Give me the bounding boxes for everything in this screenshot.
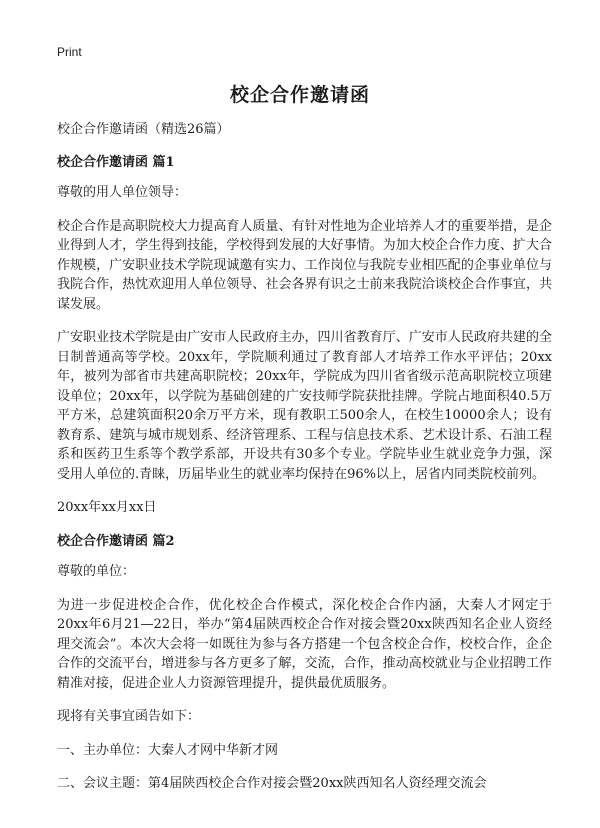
date-line: 20xx年xx月xx日	[57, 500, 157, 515]
page-title: 校企合作邀请函	[229, 84, 370, 106]
paragraph-2-1: 为进一步促进校企合作，优化校企合作模式，深化校企合作内涵，大秦人才网定于20xx年6月21—22日，举办“第4届陕西校企合作对接会暨20xx陕西知名企业人资经理交流会”。本次大会将一如既往为参与各方搭建一个包含校企合作，校校合作，企企合作的交流平台，增进参与各方更多了解，交流，合作，推动高校就业与企业招聘工作精准对接，促进企业人力资源管理提升，提供最优质服务。	[57, 597, 552, 691]
salutation-2: 尊敬的单位：	[57, 564, 136, 579]
paragraph-2-2: 现将有关事宜函告如下：	[57, 709, 201, 724]
salutation-1: 尊敬的用人单位领导：	[57, 185, 188, 200]
list-item-organizer: 一、主办单位：大秦人才网中华新才网	[57, 742, 279, 758]
list-item-theme: 二、会议主题：第4届陕西校企合作对接会暨20xx陕西知名人资经理交流会	[57, 776, 487, 791]
section-heading-2: 校企合作邀请函 篇2	[57, 533, 175, 549]
paragraph-1-2: 广安职业技术学院是由广安市人民政府主办，四川省教育厅、广安市人民政府共建的全日制普通高等学校。20xx年，学院顺利通过了教育部人才培养工作水平评估；20xx年，被列为部省市共建高职院校；20xx年，学院成为四川省省级示范高职院校立项建设单位；20xx年，以学院为基础创建的广安技师学院获批挂牌。学院占地面积40.5万平方米，总建筑面积20余万平方米，现有教职工500余人，在校生10000余人；设有教育系、建筑与城市规划系、经济管理系、工程与信息技术系、艺术设计系、石油工程系和医药卫生系等个教学系部，开设共有30多个专业。学院毕业生就业竞争力强，深受用人单位的.青睐，历届毕业生的就业率均保持在96%以上，居省内同类院校前列。	[57, 330, 552, 482]
paragraph-1-1: 校企合作是高职院校大力提高育人质量、有针对性地为企业培养人才的重要举措，是企业得到人才，学生得到技能，学校得到发展的大好事情。为加大校企合作力度、扩大合作规模，广安职业技术学院现诚邀有实力、工作岗位与我院专业相匹配的企事业单位与我院合作，热忱欢迎用人单位领导、社会各界有识之士前来我院洽谈校企合作事宜，共谋发展。	[57, 218, 552, 312]
document-body	[57, 120, 552, 808]
section-heading-1: 校企合作邀请函 篇1	[57, 154, 175, 170]
document-subtitle: 校企合作邀请函（精选26篇）	[57, 122, 230, 137]
print-link[interactable]: Print	[57, 45, 82, 59]
